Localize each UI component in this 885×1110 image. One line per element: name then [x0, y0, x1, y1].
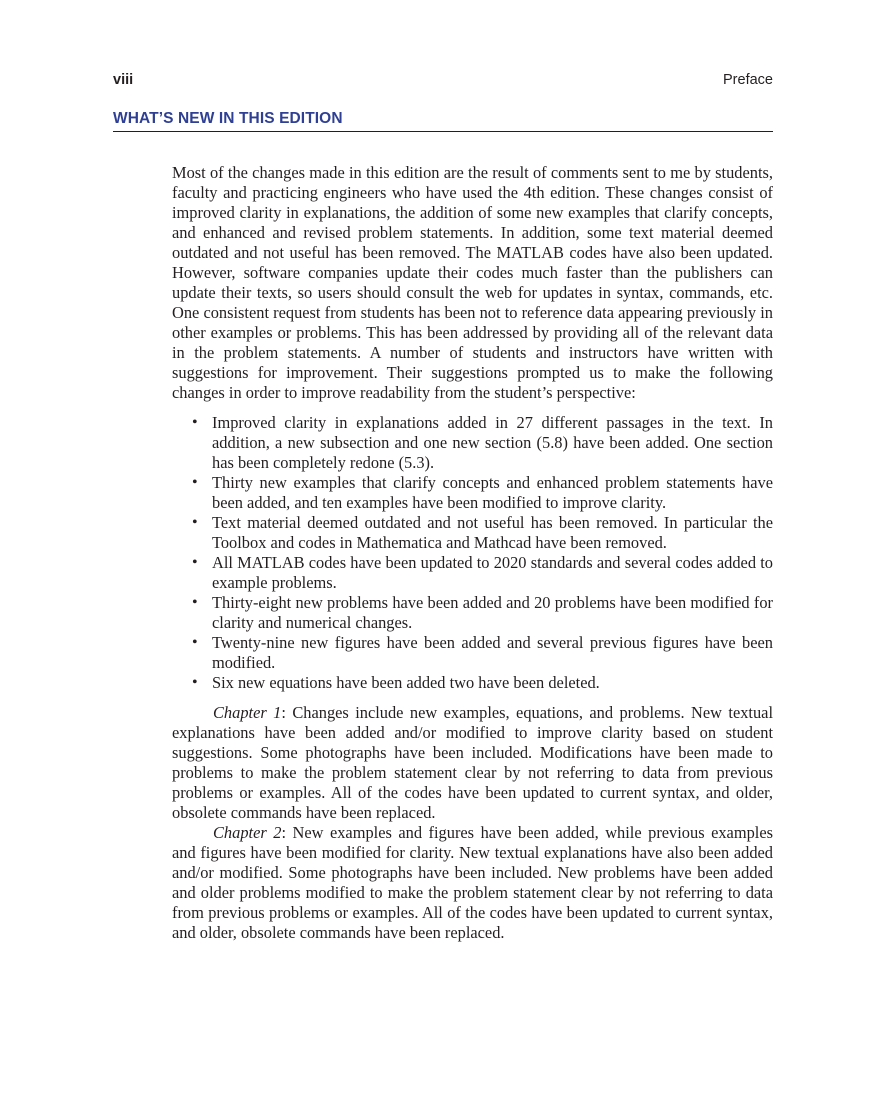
chapter-1-label: Chapter 1	[213, 703, 282, 722]
list-item-text: Text material deemed outdated and not useful has been removed. In particular the Toolbox and codes in Mathematica and Mathcad have been removed.	[212, 513, 773, 552]
bullet-icon: •	[192, 634, 198, 651]
bullet-icon: •	[192, 594, 198, 611]
list-item-text: Six new equations have been added two have been deleted.	[212, 673, 600, 692]
chapter-2-text: : New examples and figures have been added, while previous examples and figures have been modified for clarity. New textual explanations have also been added and/or modified. Some photographs have been included. New problems have been added and older problems modified to make the problem statement clear by not referring to data from previous problems or examples. All of the codes have been updated to current syntax, and older, obsolete commands have been replaced.	[172, 823, 773, 942]
list-item-text: Twenty-nine new figures have been added and several previous figures have been modified.	[212, 633, 773, 672]
list-item	[192, 513, 773, 553]
list-item-text: Improved clarity in explanations added in 27 different passages in the text. In addition, a new subsection and one new section (5.8) have been added. One section has been completely redone (5.3).	[212, 413, 773, 472]
chapter-1-paragraph	[172, 703, 773, 823]
bullet-icon: •	[192, 674, 198, 691]
list-item	[192, 593, 773, 633]
chapter-1-text: : Changes include new examples, equations, and problems. New textual explanations have been added and/or modified to improve clarity based on student suggestions. Some photographs have been included. Modifications have been made to problems to make the problem statement clear by not referring to data from previous problems or examples. All of the codes have been updated to current syntax, and older, obsolete commands have been replaced.	[172, 703, 773, 822]
bullet-icon: •	[192, 474, 198, 491]
page-number: viii	[113, 72, 134, 88]
list-item-text: Thirty-eight new problems have been added and 20 problems have been modified for clarity and numerical changes.	[212, 593, 773, 632]
bullet-icon: •	[192, 554, 198, 571]
list-item-text: All MATLAB codes have been updated to 2020 standards and several codes added to example problems.	[212, 553, 773, 592]
list-item	[192, 413, 773, 473]
section-heading: WHAT’S NEW IN THIS EDITION	[113, 110, 773, 132]
list-item	[192, 673, 773, 693]
chapter-2-paragraph	[172, 823, 773, 943]
running-title: Preface	[723, 72, 773, 88]
bullet-icon: •	[192, 514, 198, 531]
list-item	[192, 553, 773, 593]
running-head	[113, 72, 773, 88]
body-text	[172, 163, 773, 943]
intro-paragraph: Most of the changes made in this edition are the result of comments sent to me by students, faculty and practicing engineers who have used the 4th edition. These changes consist of improved clarity in explanations, the addition of some new examples that clarify concepts, and enhanced and revised problem statements. In addition, some text material deemed outdated and not useful has been removed. The MATLAB codes have also been updated. However, software companies update their codes much faster than the publishers can update their texts, so users should consult the web for updates in syntax, commands, etc. One consistent request from students has been not to reference data appearing previously in other examples or problems. This has been addressed by providing all of the relevant data in the problem statements. A number of students and instructors have written with suggestions for improvement. Their suggestions prompted us to make the following changes in order to improve readability from the student’s perspective:	[172, 163, 773, 402]
list-item-text: Thirty new examples that clarify concepts and enhanced problem statements have been added, and ten examples have been modified to improve clarity.	[212, 473, 773, 512]
changes-list	[172, 413, 773, 693]
list-item	[192, 633, 773, 673]
bullet-icon: •	[192, 414, 198, 431]
list-item	[192, 473, 773, 513]
chapter-2-label: Chapter 2	[213, 823, 282, 842]
